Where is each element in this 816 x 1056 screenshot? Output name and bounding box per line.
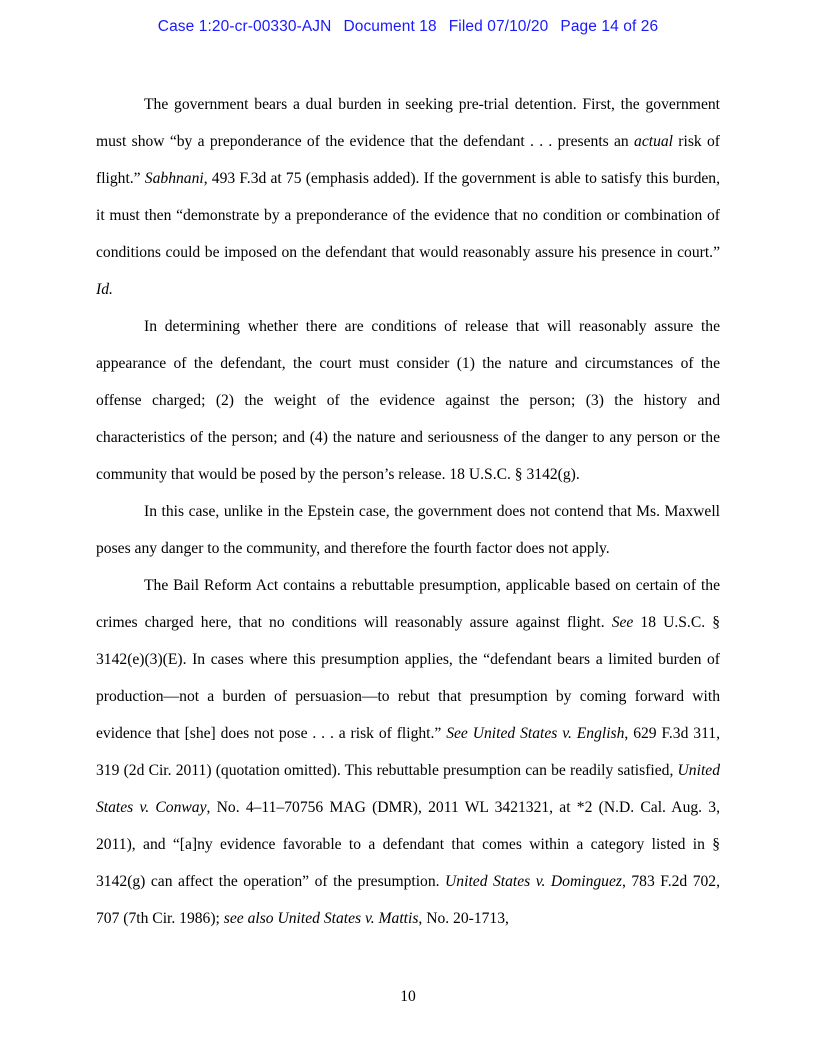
- text-run: 18 U.S.C. § 3142(e)(3)(E). In cases where this presumption applies, the “defendant bears a limited burden of production—not a burden of persuasion—to rebut that presumption by coming forward with evidence that [she] does not pose . . . a risk of flight.”: [96, 614, 720, 742]
- text-run: The government bears a dual burden in seeking pre-trial detention. First, the government must show “by a preponderance of the evidence that the defendant . . . presents an: [96, 96, 720, 150]
- body-paragraph: [96, 567, 720, 937]
- case-header: [0, 18, 816, 36]
- text-run: risk of flight.”: [96, 133, 720, 187]
- document-body: [96, 86, 720, 937]
- page-number: 10: [400, 988, 416, 1005]
- text-run: , 783 F.2d 702, 707 (7th Cir. 1986);: [96, 873, 720, 927]
- italic-citation: actual: [634, 133, 674, 150]
- document-number: Document 18: [343, 18, 437, 35]
- text-run: , 629 F.3d 311, 319 (2d Cir. 2011) (quotation omitted). This rebuttable presumption can be readily satisfied,: [96, 725, 721, 779]
- body-paragraph: [96, 86, 720, 308]
- body-paragraph: [96, 308, 720, 493]
- italic-citation: United States v. Dominguez: [445, 873, 622, 890]
- italic-citation: See: [611, 614, 634, 631]
- filed-date: Filed 07/10/20: [448, 18, 549, 35]
- text-run: , 493 F.3d at 75 (emphasis added). If the government is able to satisfy this burden, it must then “demonstrate by a preponderance of the evidence that no condition or combination of conditions could be imposed on the defendant that would reasonably assure his presence in court.”: [96, 170, 720, 261]
- italic-citation: see also United States v. Mattis: [223, 910, 419, 927]
- italic-citation: United States v. Conway: [96, 762, 720, 816]
- case-number: Case 1:20-cr-00330-AJN: [157, 18, 332, 35]
- text-run: The Bail Reform Act contains a rebuttable presumption, applicable based on certain of the crimes charged here, that no conditions will reasonably assure against flight.: [96, 577, 720, 631]
- italic-citation: See United States v. English: [446, 725, 625, 742]
- text-run: , No. 4–11–70756 MAG (DMR), 2011 WL 3421321, at *2 (N.D. Cal. Aug. 3, 2011), and “[a]ny evidence favorable to a defendant that comes within a category listed in § 3142(g) can affect the operation” of the presumption.: [96, 799, 720, 890]
- text-run: , No. 20-1713,: [418, 910, 509, 927]
- page-indicator: Page 14 of 26: [560, 18, 659, 35]
- italic-citation: Sabhnani: [144, 170, 204, 187]
- text-run: In determining whether there are conditions of release that will reasonably assure the appearance of the defendant, the court must consider (1) the nature and circumstances of the offense charged; (2) the weight of the evidence against the person; (3) the history and characteristics of the person; and (4) the nature and seriousness of the danger to any person or the community that would be posed by the person’s release. 18 U.S.C. § 3142(g).: [96, 318, 720, 483]
- body-paragraph: [96, 493, 720, 567]
- text-run: In this case, unlike in the Epstein case, the government does not contend that Ms. Maxwell poses any danger to the community, and therefore the fourth factor does not apply.: [96, 503, 720, 557]
- italic-citation: Id.: [96, 281, 113, 298]
